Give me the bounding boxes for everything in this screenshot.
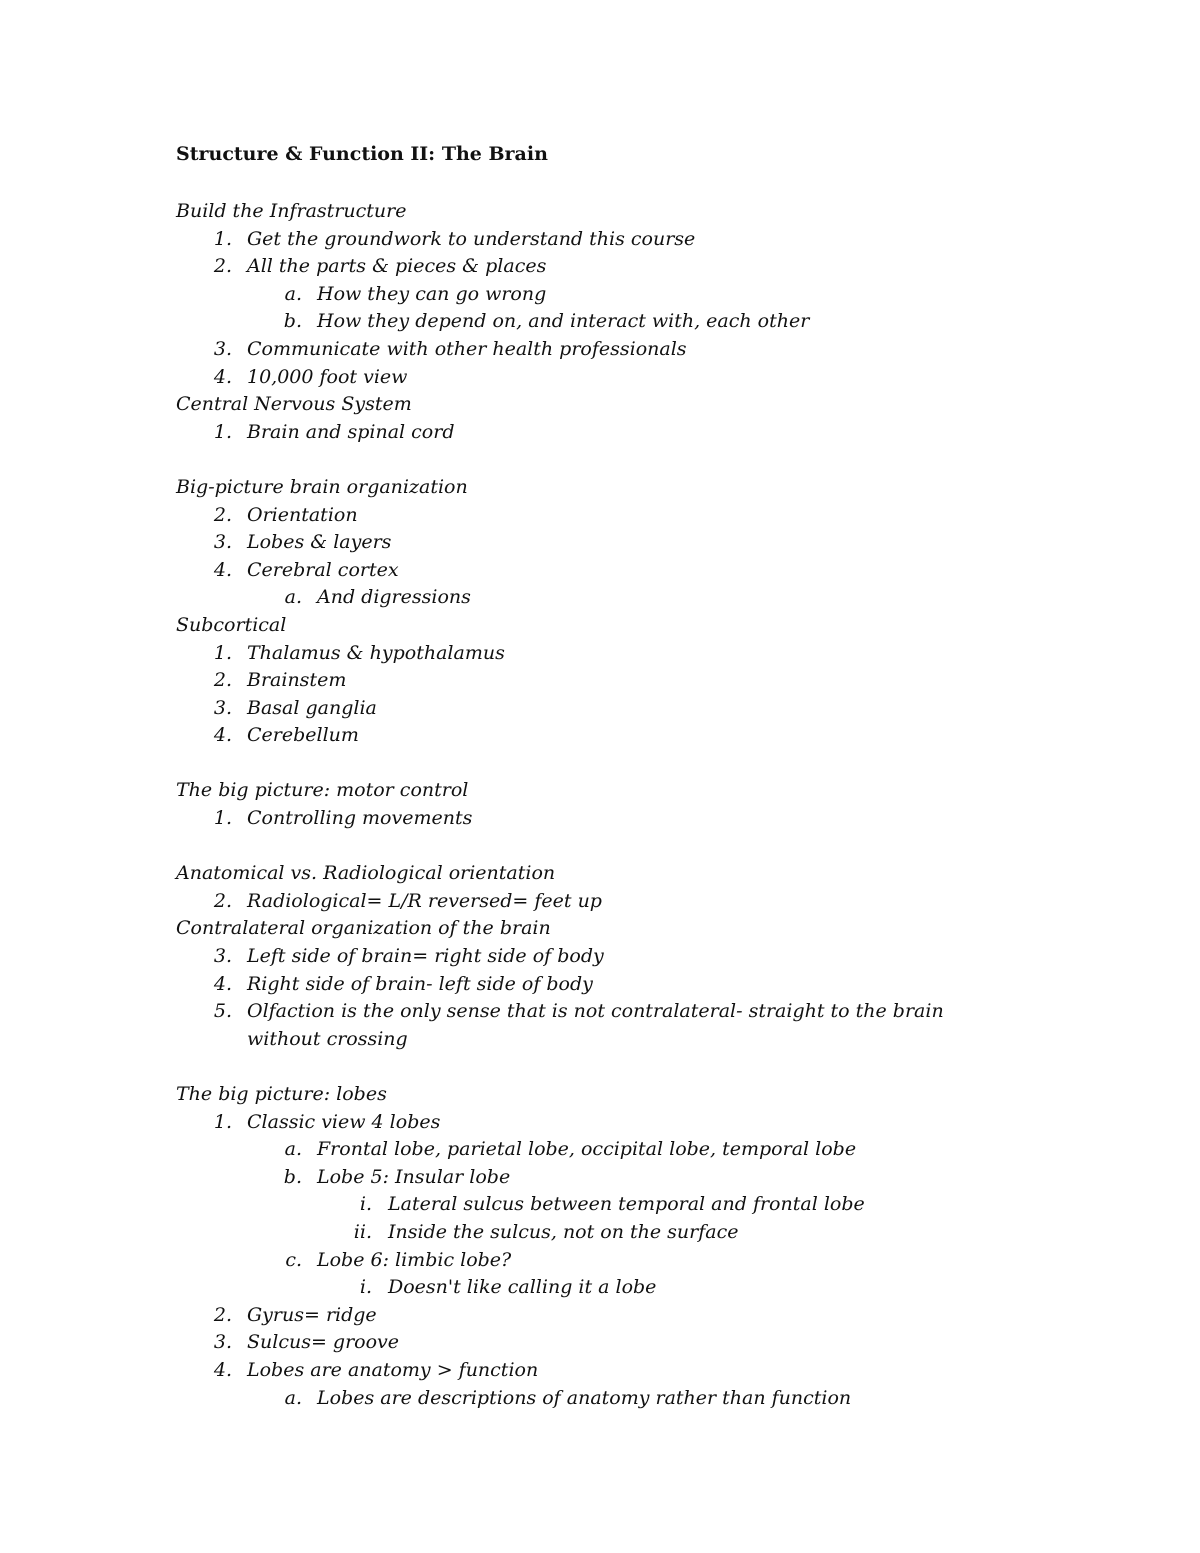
list-marker: 2. — [213, 1303, 232, 1326]
list-item-text: Brainstem — [247, 669, 347, 692]
list-item-text: Brain and spinal cord — [247, 420, 455, 443]
list-marker: 1. — [213, 227, 232, 250]
list-item-text: All the parts & pieces & places — [247, 255, 547, 278]
list-marker: a. — [284, 282, 302, 305]
list-item-text: Cerebral cortex — [247, 558, 399, 581]
section-heading — [176, 391, 1076, 419]
list-marker: 2. — [213, 669, 232, 692]
outline-list — [176, 198, 1076, 1412]
list-item-text: Lateral sulcus between temporal and frontal lobe — [388, 1193, 865, 1216]
list-item-text: Inside the sulcus, not on the surface — [388, 1220, 739, 1243]
list-marker: 2. — [213, 889, 232, 912]
list-item-text: Thalamus & hypothalamus — [247, 641, 505, 664]
list-marker: a. — [284, 1386, 302, 1409]
list-item-level-1 — [176, 364, 1076, 392]
list-item-level-1 — [176, 253, 1076, 281]
list-item-text: And digressions — [317, 586, 471, 609]
list-marker: 1. — [213, 641, 232, 664]
list-item-text: Left side of brain= right side of body — [247, 945, 604, 968]
list-item-level-1 — [176, 998, 1076, 1026]
section-heading — [176, 474, 1076, 502]
list-item-text: Orientation — [247, 503, 358, 526]
heading-text: Contralateral organization of the brain — [176, 917, 551, 940]
list-item-text: Classic view 4 lobes — [247, 1110, 441, 1133]
list-marker: 4. — [213, 972, 232, 995]
heading-text: Central Nervous System — [176, 393, 412, 416]
list-item-level-1 — [176, 1109, 1076, 1137]
list-item-level-1 — [176, 943, 1076, 971]
list-marker: 2. — [213, 503, 232, 526]
list-item-text: Cerebellum — [247, 724, 359, 747]
list-item-text: Get the groundwork to understand this course — [247, 227, 696, 250]
list-item-text: Lobe 6: limbic lobe? — [317, 1248, 512, 1271]
list-item-text: Gyrus= ridge — [247, 1303, 377, 1326]
blank-line — [176, 1053, 1076, 1081]
list-item-text: Lobe 5: Insular lobe — [317, 1165, 511, 1188]
list-item-text: 10,000 foot view — [247, 365, 408, 388]
list-item-level-1 — [176, 667, 1076, 695]
list-item-level-1 — [176, 226, 1076, 254]
list-item-level-3 — [176, 1274, 1076, 1302]
list-marker: a. — [284, 586, 302, 609]
list-marker: b. — [283, 310, 302, 333]
blank-line — [176, 833, 1076, 861]
list-item-text: Basal ganglia — [247, 696, 377, 719]
section-heading — [176, 612, 1076, 640]
blank-line — [176, 446, 1076, 474]
list-marker: a. — [284, 1138, 302, 1161]
list-item-level-1 — [176, 1302, 1076, 1330]
list-marker: 3. — [213, 945, 232, 968]
heading-text: Anatomical vs. Radiological orientation — [176, 862, 556, 885]
list-item-text: Frontal lobe, parietal lobe, occipital lobe, temporal lobe — [317, 1138, 857, 1161]
list-item-text: Lobes & layers — [247, 531, 392, 554]
list-item-text: without crossing — [247, 1027, 408, 1050]
list-item-text: Doesn't like calling it a lobe — [388, 1276, 657, 1299]
heading-text: The big picture: motor control — [176, 779, 469, 802]
list-item-text: Sulcus= groove — [247, 1331, 400, 1354]
list-marker: 4. — [213, 724, 232, 747]
list-item-level-1 — [176, 557, 1076, 585]
list-item-text: Olfaction is the only sense that is not contralateral- straight to the brain — [247, 1000, 944, 1023]
list-marker: 4. — [213, 1358, 232, 1381]
list-marker: 2. — [213, 255, 232, 278]
list-marker: 4. — [213, 558, 232, 581]
list-item-text: How they depend on, and interact with, each other — [317, 310, 810, 333]
list-item-level-1 — [176, 722, 1076, 750]
list-item-level-1 — [176, 419, 1076, 447]
list-item-level-1 — [176, 888, 1076, 916]
list-marker: b. — [283, 1165, 302, 1188]
heading-text: Build the Infrastructure — [176, 200, 407, 222]
list-marker: 1. — [213, 807, 232, 830]
list-item-level-1 — [176, 336, 1076, 364]
list-marker: 3. — [213, 337, 232, 360]
list-item-level-1 — [176, 971, 1076, 999]
section-heading — [176, 860, 1076, 888]
list-item-level-2 — [176, 584, 1076, 612]
section-heading — [176, 915, 1076, 943]
list-marker: i. — [359, 1193, 372, 1216]
list-item-level-3 — [176, 1219, 1076, 1247]
list-item-level-1 — [176, 529, 1076, 557]
list-marker: 5. — [213, 1000, 232, 1023]
heading-text: Big-picture brain organization — [176, 475, 468, 498]
heading-text: The big picture: lobes — [176, 1083, 387, 1105]
list-item-level-1 — [176, 640, 1076, 668]
list-marker: ii. — [353, 1220, 372, 1243]
list-item-text: How they can go wrong — [317, 282, 547, 305]
section-heading — [176, 198, 1076, 226]
list-item-level-1 — [176, 1329, 1076, 1357]
list-item-continuation — [176, 1026, 1076, 1054]
list-item-text: Lobes are descriptions of anatomy rather than function — [317, 1386, 852, 1409]
list-item-text: Lobes are anatomy > function — [247, 1358, 539, 1381]
list-item-text: Communicate with other health professionals — [247, 337, 687, 360]
list-marker: 1. — [213, 420, 232, 443]
list-item-text: Controlling movements — [247, 807, 473, 830]
list-item-level-2 — [176, 281, 1076, 309]
list-item-level-1 — [176, 1357, 1076, 1385]
heading-text: Subcortical — [176, 613, 287, 636]
list-marker: c. — [285, 1248, 302, 1271]
list-item-level-2 — [176, 1247, 1076, 1275]
list-item-level-2 — [176, 1164, 1076, 1192]
list-item-level-3 — [176, 1191, 1076, 1219]
list-marker: 3. — [213, 696, 232, 719]
list-marker: i. — [359, 1276, 372, 1299]
blank-line — [176, 750, 1076, 778]
list-item-level-1 — [176, 502, 1076, 530]
list-item-level-2 — [176, 1385, 1076, 1413]
list-item-level-2 — [176, 308, 1076, 336]
list-marker: 1. — [213, 1110, 232, 1133]
list-item-level-1 — [176, 695, 1076, 723]
list-item-level-1 — [176, 805, 1076, 833]
list-item-level-2 — [176, 1136, 1076, 1164]
list-marker: 3. — [213, 531, 232, 554]
list-item-text: Right side of brain- left side of body — [247, 972, 593, 995]
section-heading — [176, 777, 1076, 805]
section-heading — [176, 1081, 1076, 1109]
list-item-text: Radiological= L/R reversed= feet up — [247, 889, 602, 912]
list-marker: 4. — [213, 365, 232, 388]
page-title: Structure & Function II: The Brain — [176, 143, 548, 165]
list-marker: 3. — [213, 1331, 232, 1354]
